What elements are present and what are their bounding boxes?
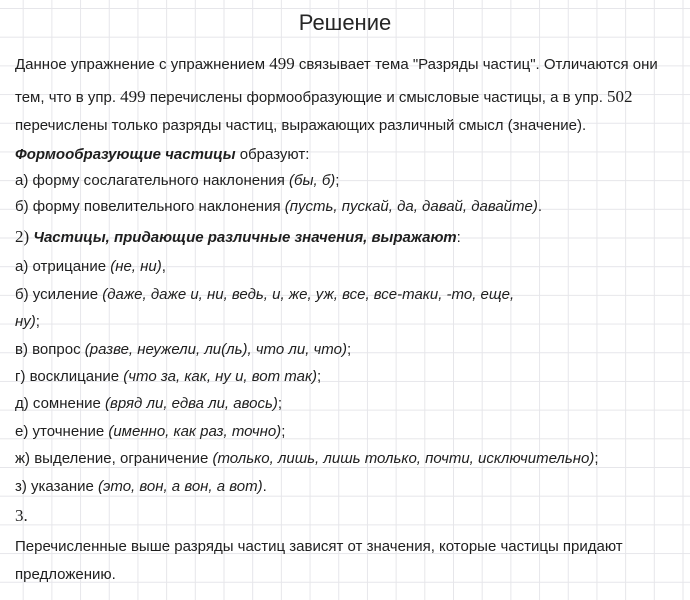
page-title: Решение: [298, 10, 392, 35]
section-2-item-v: в) вопрос (разве, неужели, ли(ль), что ли, что);: [15, 341, 352, 358]
section-3-line-1: Перечисленные выше разряды частиц зависят от значения, которые частицы придают: [15, 538, 623, 555]
section-1-heading: Формообразующие частицы образуют:: [15, 146, 310, 163]
examples: (только, лишь, лишь только, почти, исключительно): [212, 450, 595, 467]
examples: (это, вон, а вон, а вот): [98, 478, 263, 495]
examples: (не, ни): [110, 258, 162, 275]
section-3-number: 3.: [15, 506, 28, 525]
examples: (вряд ли, едва ли, авось): [105, 395, 278, 412]
exercise-number: 499: [120, 87, 146, 106]
examples: (пусть, пускай, да, давай, давайте): [284, 198, 538, 215]
examples: (что за, как, ну и, вот так): [123, 368, 318, 385]
examples: (разве, неужели, ли(ль), что ли, что): [84, 341, 347, 358]
section-2-heading: 2) Частицы, придающие различные значения, выражают:: [15, 227, 461, 246]
section-1-item-b: б) форму повелительного наклонения (пусть, пускай, да, давай, давайте).: [15, 198, 543, 215]
paragraph-intro-line-2: тем, что в упр. 499 перечислены формообразующие и смысловые частицы, а в упр. 502: [15, 87, 633, 106]
section-2-item-d: д) сомнение (вряд ли, едва ли, авось);: [15, 395, 283, 412]
examples: (бы, б): [289, 172, 336, 189]
section-2-item-b: б) усиление (даже, даже и, ни, ведь, и, же, уж, все, все-таки, -то, еще,: [15, 286, 515, 303]
section-2-item-a: а) отрицание (не, ни),: [15, 258, 166, 275]
examples: ну): [15, 313, 36, 330]
paragraph-intro-line-1: Данное упражнение с упражнением 499 связывает тема "Разряды частиц". Отличаются они: [15, 54, 658, 73]
section-number: 2): [15, 227, 30, 246]
paragraph-intro-line-3: перечислены только разряды частиц, выражающих различный смысл (значение).: [15, 117, 587, 134]
exercise-number: 502: [607, 87, 633, 106]
examples: (даже, даже и, ни, ведь, и, же, уж, все, все-таки, -то, еще,: [102, 286, 515, 303]
section-2-item-b-continued: ну);: [15, 313, 40, 330]
section-1-item-a: а) форму сослагательного наклонения (бы, б);: [15, 172, 340, 189]
section-3-line-2: предложению.: [15, 566, 116, 583]
section-2-item-zh: ж) выделение, ограничение (только, лишь, лишь только, почти, исключительно);: [15, 450, 599, 467]
section-2-item-z: з) указание (это, вон, а вон, а вот).: [15, 478, 267, 495]
examples: (именно, как раз, точно): [108, 423, 282, 440]
section-2-item-g: г) восклицание (что за, как, ну и, вот так);: [15, 368, 322, 385]
section-2-item-e: е) уточнение (именно, как раз, точно);: [15, 423, 286, 440]
exercise-number: 499: [269, 54, 295, 73]
